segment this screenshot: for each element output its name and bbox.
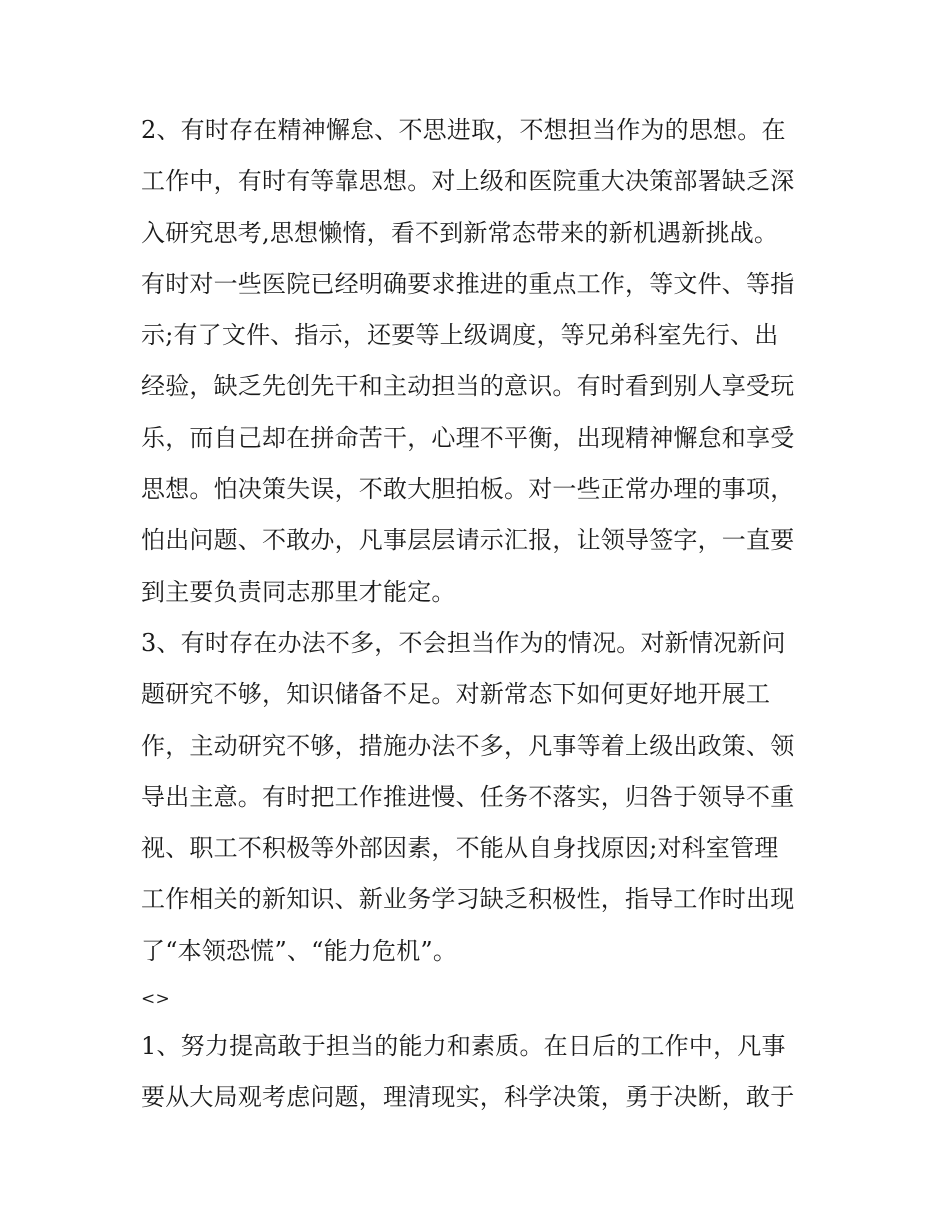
text-line: 工作相关的新知识、新业务学习缺乏积极性，指导工作时出现 bbox=[141, 885, 795, 914]
paragraph-section-3 bbox=[141, 618, 816, 977]
text-line: 有时对一些医院已经明确要求推进的重点工作，等文件、等指 bbox=[141, 269, 795, 298]
text-line: 入研究思考,思想懒惰，看不到新常态带来的新机遇新挑战。 bbox=[141, 218, 779, 247]
text-line: 要从大局观考虑问题，理清现实，科学决策，勇于决断，敢于 bbox=[141, 1083, 795, 1112]
section-marker: <> bbox=[141, 989, 170, 1010]
text-line: 作，主动研究不够，措施办法不多，凡事等着上级出政策、领 bbox=[141, 731, 795, 760]
document-body bbox=[141, 105, 816, 1124]
text-line: 怕出问题、不敢办，凡事层层请示汇报，让领导签字，一直要 bbox=[141, 526, 795, 555]
text-line: 乐，而自己却在拼命苦干，心理不平衡，出现精神懈怠和享受 bbox=[141, 423, 795, 452]
text-line: 了“本领恐慌”、“能力危机”。 bbox=[141, 936, 458, 965]
text-line: 3、有时存在办法不多，不会担当作为的情况。对新情况新问 bbox=[141, 628, 786, 657]
text-line: 2、有时存在精神懈怠、不思进取，不想担当作为的思想。在 bbox=[141, 116, 786, 144]
text-line: 1、努力提高敢于担当的能力和素质。在日后的工作中，凡事 bbox=[141, 1032, 786, 1061]
text-line: 视、职工不积极等外部因素，不能从自身找原因;对科室管理 bbox=[141, 834, 779, 863]
paragraph-section-1 bbox=[141, 1021, 816, 1124]
text-line: 示;有了文件、指示，还要等上级调度，等兄弟科室先行、出 bbox=[141, 321, 779, 350]
text-line: 到主要负责同志那里才能定。 bbox=[141, 577, 456, 606]
paragraph-section-2 bbox=[141, 105, 816, 618]
text-line: 题研究不够，知识储备不足。对新常态下如何更好地开展工 bbox=[141, 680, 771, 709]
text-line: 思想。怕决策失误，不敢大胆拍板。对一些正常办理的事项， bbox=[141, 475, 795, 504]
text-line: 导出主意。有时把工作推进慢、任务不落实，归咎于领导不重 bbox=[141, 782, 795, 811]
text-line: 经验，缺乏先创先干和主动担当的意识。有时看到别人享受玩 bbox=[141, 372, 795, 401]
text-line: 工作中，有时有等靠思想。对上级和医院重大决策部署缺乏深 bbox=[141, 167, 795, 196]
